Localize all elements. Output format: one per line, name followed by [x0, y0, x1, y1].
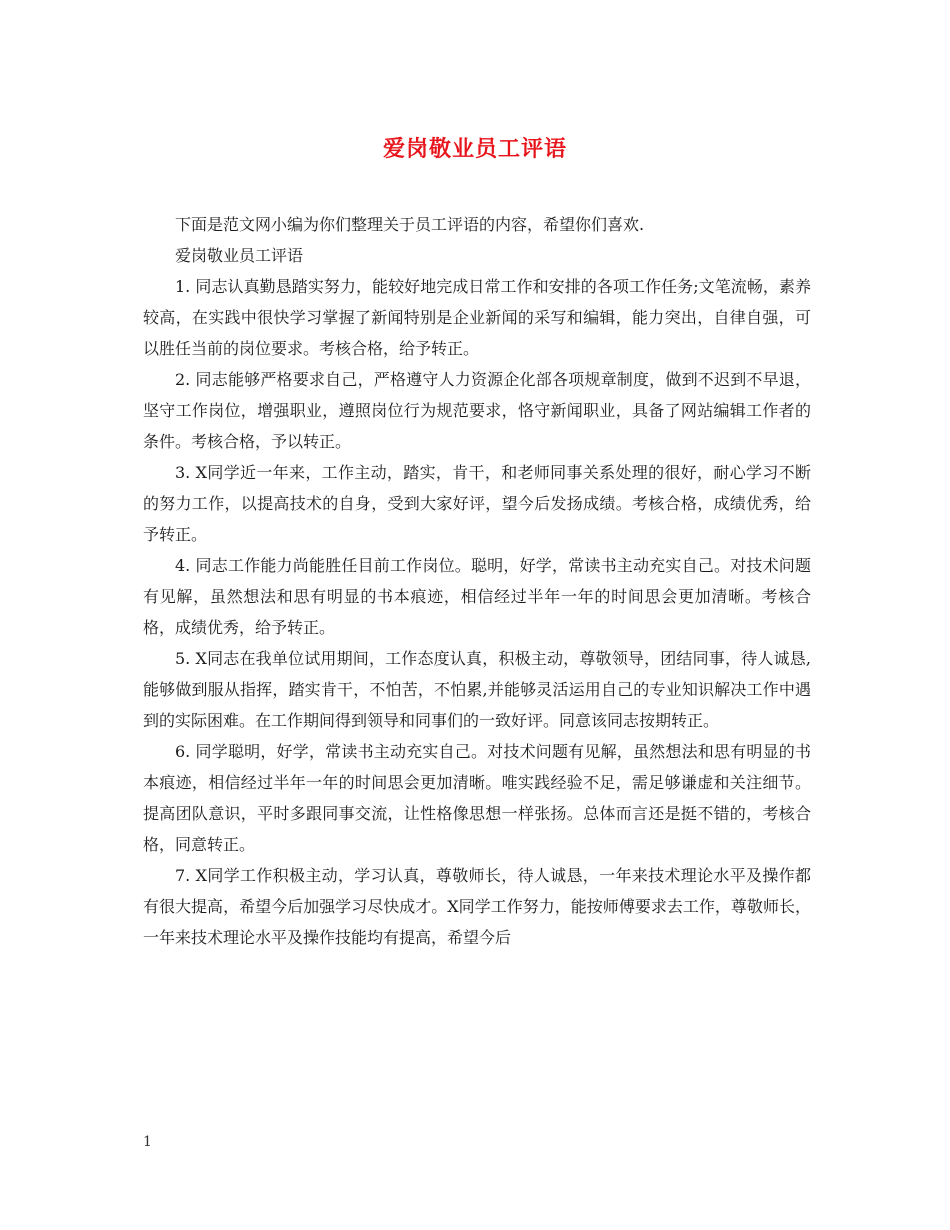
comment-paragraph-3: 3. X同学近一年来，工作主动，踏实，肯干，和老师同事关系处理的很好，耐心学习不断的努力工作，以提高技术的自身，受到大家好评，望今后发扬成绩。考核合格，成绩优秀，给予转正。: [143, 463, 811, 544]
comment-paragraph-5: 5. X同志在我单位试用期间，工作态度认真，积极主动，尊敬领导，团结同事，待人诚恳,能够做到服从指挥，踏实肯干，不怕苦，不怕累,并能够灵活运用自己的专业知识解决工作中遇到的实际困难。在工作期间得到领导和同事们的一致好评。同意该同志按期转正。: [143, 649, 811, 730]
comment-paragraph-6: 6. 同学聪明，好学，常读书主动充实自己。对技术问题有见解，虽然想法和思有明显的书本痕迹，相信经过半年一年的时间思会更加清晰。唯实践经验不足，需足够谦虚和关注细节。提高团队意识，平时多跟同事交流，让性格像思想一样张扬。总体而言还是挺不错的，考核合格，同意转正。: [143, 742, 811, 854]
comment-paragraph-1: 1. 同志认真勤恳踏实努力，能较好地完成日常工作和安排的各项工作任务;文笔流畅，素养较高，在实践中很快学习掌握了新闻特别是企业新闻的采写和编辑，能力突出，自律自强，可以胜任当前的岗位要求。考核合格，给予转正。: [143, 277, 811, 358]
intro-paragraph: 下面是范文网小编为你们整理关于员工评语的内容，希望你们喜欢.: [175, 215, 645, 234]
comment-paragraph-4: 4. 同志工作能力尚能胜任目前工作岗位。聪明，好学，常读书主动充实自己。对技术问题有见解，虽然想法和思有明显的书本痕迹，相信经过半年一年的时间思会更加清晰。考核合格，成绩优秀，给予转正。: [143, 556, 811, 637]
comment-paragraph-2: 2. 同志能够严格要求自己，严格遵守人力资源企化部各项规章制度，做到不迟到不早退，坚守工作岗位，增强职业，遵照岗位行为规范要求，恪守新闻职业，具备了网站编辑工作者的条件。考核合格，予以转正。: [143, 370, 811, 451]
document-title: 爱岗敬业员工评语: [382, 136, 567, 162]
section-heading: 爱岗敬业员工评语: [175, 246, 304, 265]
comment-paragraph-7: 7. X同学工作积极主动，学习认真，尊敬师长，待人诚恳，一年来技术理论水平及操作都有很大提高，希望今后加强学习尽快成才。X同学工作努力，能按师傅要求去工作，尊敬师长，一年来技术理论水平及操作技能均有提高，希望今后: [143, 866, 811, 947]
page-number: 1: [143, 1134, 152, 1150]
document-body: [143, 209, 811, 953]
